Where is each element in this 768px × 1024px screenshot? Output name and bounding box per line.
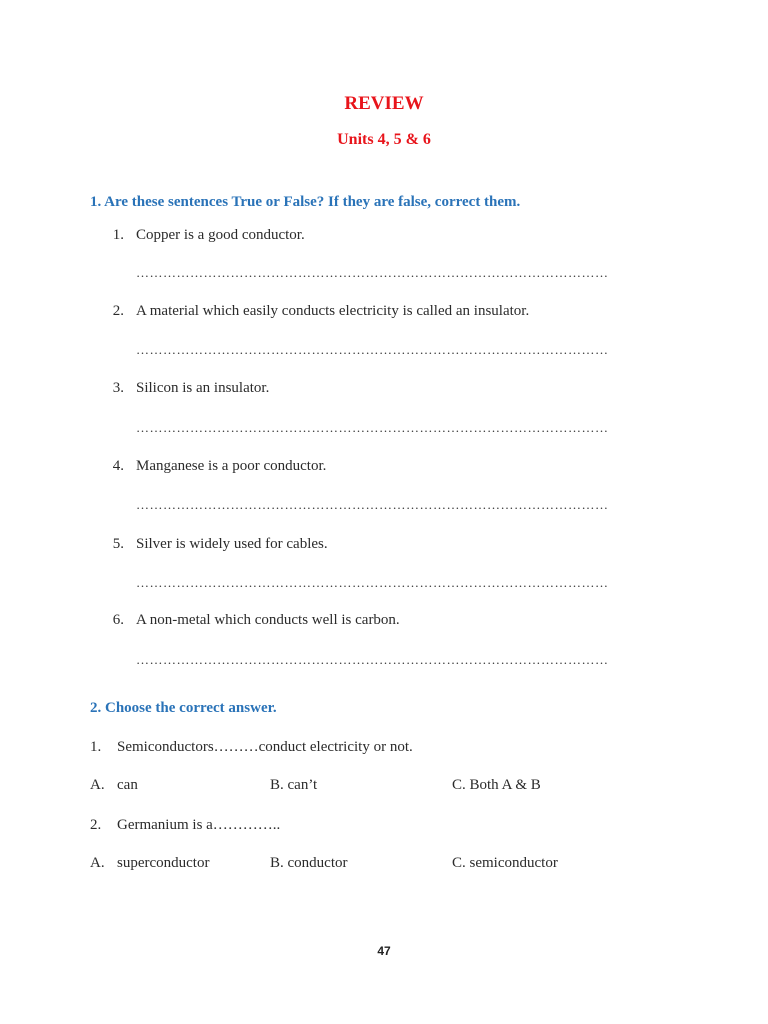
option-b[interactable]: B. can’t — [270, 777, 318, 793]
page-title: REVIEW — [344, 93, 424, 114]
item-text: A material which easily conducts electricity is called an insulator. — [136, 303, 530, 319]
item-number: 5. — [112, 536, 124, 552]
item-number: 1. — [112, 227, 124, 243]
section-2-title: . Choose the correct answer. — [97, 700, 277, 716]
answer-line[interactable]: …………………………………………………………………………………………… — [136, 575, 609, 590]
answer-line[interactable]: …………………………………………………………………………………………… — [136, 265, 609, 280]
item-number: 4. — [112, 458, 124, 474]
item-text: Copper is a good conductor. — [136, 227, 305, 243]
option-a-letter: A. — [90, 777, 105, 793]
item-number: 3. — [112, 380, 124, 396]
item-number: 6. — [112, 612, 124, 628]
item-text: Manganese is a poor conductor. — [136, 458, 327, 474]
item-text: Silver is widely used for cables. — [136, 536, 328, 552]
answer-line[interactable]: …………………………………………………………………………………………… — [136, 420, 609, 435]
page-subtitle: Units 4, 5 & 6 — [337, 131, 431, 148]
option-c[interactable]: C. Both A & B — [452, 777, 541, 793]
section-2-heading — [90, 700, 277, 717]
answer-line[interactable]: …………………………………………………………………………………………… — [136, 652, 609, 667]
question-number: 1. — [90, 739, 102, 755]
item-text: A non-metal which conducts well is carbon. — [136, 612, 400, 628]
option-a-letter: A. — [90, 855, 105, 871]
page-number: 47 — [377, 944, 391, 958]
answer-line[interactable]: …………………………………………………………………………………………… — [136, 497, 609, 512]
question-text: Germanium is a………….. — [117, 817, 281, 833]
answer-line[interactable]: …………………………………………………………………………………………… — [136, 342, 609, 357]
item-text: Silicon is an insulator. — [136, 380, 270, 396]
option-b[interactable]: B. conductor — [270, 855, 348, 871]
item-number: 2. — [112, 303, 124, 319]
option-a[interactable]: can — [117, 777, 138, 793]
section-1-heading: 1. Are these sentences True or False? If they are false, correct them. — [90, 194, 521, 210]
section-2-number: 2 — [90, 700, 98, 716]
question-number: 2. — [90, 817, 102, 833]
question-text: Semiconductors………conduct electricity or not. — [117, 739, 413, 755]
option-a[interactable]: superconductor — [117, 855, 210, 871]
option-c[interactable]: C. semiconductor — [452, 855, 558, 871]
